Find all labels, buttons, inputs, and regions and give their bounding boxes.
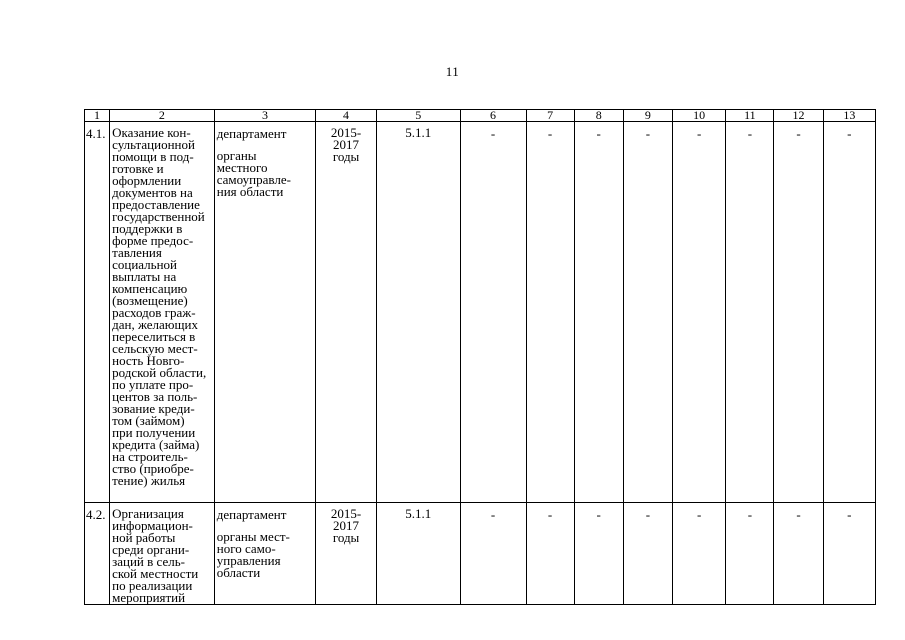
column-header: 10 [672, 110, 725, 122]
column-header: 5 [376, 110, 460, 122]
column-header: 2 [110, 110, 215, 122]
value-cell: - [774, 122, 823, 503]
column-header: 8 [574, 110, 623, 122]
column-header: 13 [823, 110, 875, 122]
indicator-code: 5.1.1 [376, 122, 460, 503]
value-cell: - [623, 122, 672, 503]
value-cell: - [672, 503, 725, 605]
measure-name: Оказание кон- сультационной помощи в под- готовке и оформлении документов на предоставление государственной поддержки в форме предос- тавления социальной выплаты на компенсацию (возмещение) расходов граж- дан, желающих переселиться в сельскую мест- ность Новго- родской области, по уплате про- центов за поль- зование креди- том (займом) при получении кредита (займа) на строитель- ство (приобре- тение) жилья [112, 125, 207, 488]
row-number: 4.2. [85, 503, 110, 605]
measure-name-cell [110, 122, 215, 503]
executor-secondary: органы местного самоуправле- ния области [216, 148, 291, 199]
table-header-row [85, 110, 876, 122]
value-cell: - [526, 122, 574, 503]
value-cell: - [574, 503, 623, 605]
value-cell: - [726, 122, 774, 503]
column-header: 3 [214, 110, 315, 122]
page-number: 11 [445, 64, 460, 79]
column-header: 7 [526, 110, 574, 122]
term-cell: 2015- 2017 годы [316, 122, 377, 503]
value-cell: - [726, 503, 774, 605]
column-header: 12 [774, 110, 823, 122]
table-row [85, 503, 876, 605]
indicator-code: 5.1.1 [376, 503, 460, 605]
value-cell: - [774, 503, 823, 605]
value-cell: - [672, 122, 725, 503]
column-header: 11 [726, 110, 774, 122]
executor-cell [214, 122, 315, 503]
value-cell: - [823, 503, 875, 605]
column-header: 4 [316, 110, 377, 122]
value-cell: - [526, 503, 574, 605]
executor-cell [214, 503, 315, 605]
measure-name: Организация информацион- ной работы среди органи- заций в сель- ской местности по реализации мероприятий [112, 506, 199, 605]
value-cell: - [460, 122, 526, 503]
row-number: 4.1. [85, 122, 110, 503]
value-cell: - [574, 122, 623, 503]
executor-secondary: органы мест- ного само- управления области [216, 529, 290, 580]
term-cell: 2015- 2017 годы [316, 503, 377, 605]
measures-table [84, 109, 876, 605]
column-header: 9 [623, 110, 672, 122]
value-cell: - [823, 122, 875, 503]
value-cell: - [623, 503, 672, 605]
executor-primary: департамент [216, 126, 287, 141]
measure-name-cell [110, 503, 215, 605]
value-cell: - [460, 503, 526, 605]
table-row [85, 122, 876, 503]
executor-primary: департамент [216, 507, 287, 522]
column-header: 6 [460, 110, 526, 122]
column-header: 1 [85, 110, 110, 122]
